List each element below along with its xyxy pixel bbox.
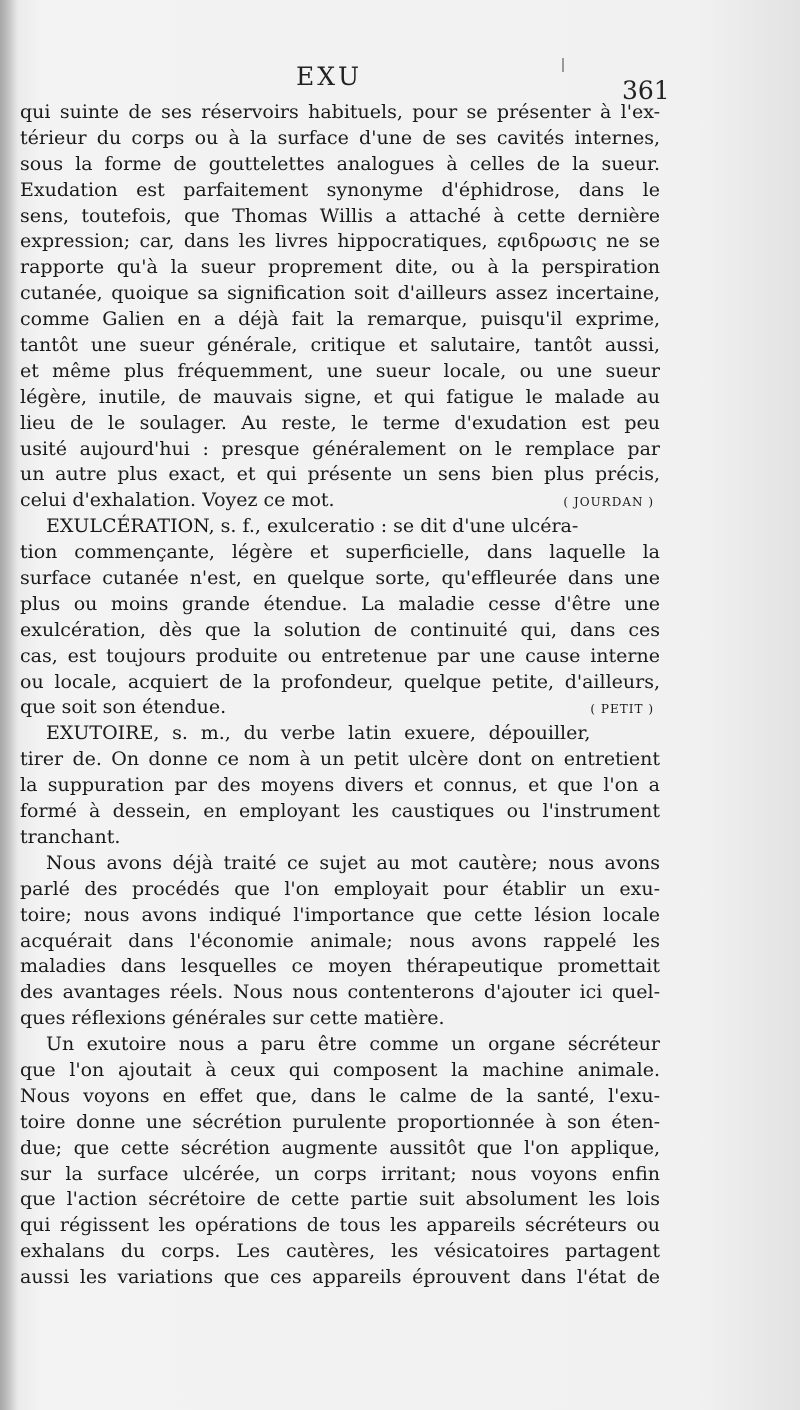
- text-line: [20, 204, 660, 230]
- text-line: [20, 592, 660, 618]
- line-text: des avantages réels. Nous nous contenterons d'ajouter ici quel-: [20, 981, 660, 1004]
- line-text: Un exutoire nous a paru être comme un organe sécréteur: [46, 1033, 660, 1056]
- line-text: que l'on ajoutait à ceux qui composent la machine animale.: [20, 1058, 660, 1081]
- line-text: tirer de. On donne ce nom à un petit ulcère dont on entretient: [20, 748, 660, 771]
- text-line: [20, 1162, 660, 1188]
- text-line: [20, 540, 660, 566]
- line-text: térieur du corps ou à la surface d'une de ses cavités internes,: [20, 126, 660, 149]
- line-text: un autre plus exact, et qui présente un sens bien plus précis,: [20, 463, 660, 486]
- line-text: comme Galien en a déjà fait la remarque, puisqu'il exprime,: [20, 308, 660, 331]
- line-text: lieu de le soulager. Au reste, le terme d'exudation est peu: [20, 411, 660, 434]
- text-line: [20, 1058, 660, 1084]
- text-line: [20, 1136, 660, 1162]
- text-line: [20, 1084, 660, 1110]
- running-head: [0, 62, 800, 105]
- line-text: expression; car, dans les livres hippocratiques, εφιδρωσις ne se: [20, 230, 660, 253]
- text-line: [20, 980, 660, 1006]
- text-line: [20, 618, 660, 644]
- text-line: [20, 1265, 660, 1291]
- line-text: et même plus fréquemment, une sueur locale, ou une sueur: [20, 359, 660, 382]
- text-line: [20, 929, 660, 955]
- line-text: sous la forme de gouttelettes analogues à celles de la sueur.: [20, 152, 660, 175]
- line-text: tantôt une sueur générale, critique et salutaire, tantôt aussi,: [20, 334, 660, 357]
- text-line: [20, 281, 660, 307]
- text-line: [20, 851, 660, 877]
- text-line: [20, 514, 660, 540]
- text-line: [20, 1032, 660, 1058]
- line-text: la suppuration par des moyens divers et connus, et que l'on a: [20, 774, 660, 797]
- text-line: [20, 670, 660, 696]
- line-text: aussi les variations que ces appareils éprouvent dans l'état de: [20, 1266, 660, 1289]
- text-line: [20, 877, 660, 903]
- text-line: [20, 307, 660, 333]
- line-text: maladies dans lesquelles ce moyen thérapeutique promettait: [20, 955, 660, 978]
- line-text: Nous voyons en effet que, dans le calme de la santé, l'exu-: [20, 1084, 660, 1107]
- line-text: due; que cette sécrétion augmente aussitôt que l'on applique,: [20, 1136, 660, 1159]
- text-line: [20, 825, 660, 851]
- binding-shadow: [0, 0, 18, 1410]
- line-text: toire donne une sécrétion purulente proportionnée à son éten-: [20, 1110, 660, 1133]
- text-line: [20, 1006, 660, 1032]
- text-line: [20, 255, 660, 281]
- text-line: [20, 799, 660, 825]
- line-text: sur la surface ulcérée, un corps irritant; nous voyons enfin: [20, 1162, 660, 1185]
- line-text: parlé des procédés que l'on employait pour établir un exu-: [20, 877, 660, 900]
- text-line: [20, 1187, 660, 1213]
- text-line: [20, 152, 660, 178]
- text-line: [20, 1110, 660, 1136]
- line-text: tranchant.: [20, 825, 121, 848]
- author-signature-text: ( JOURDAN ): [563, 495, 654, 510]
- text-line: [20, 954, 660, 980]
- line-text: acquérait dans l'économie animale; nous avons rappelé les: [20, 929, 660, 952]
- text-line: [20, 695, 660, 721]
- line-text: que soit son étendue.: [20, 696, 227, 719]
- line-text: plus ou moins grande étendue. La maladie cesse d'être une: [20, 592, 660, 615]
- text-line: [20, 178, 660, 204]
- author-signature-text: ( PETIT ): [590, 702, 654, 717]
- text-line: [20, 385, 660, 411]
- line-text: EXUTOIRE, s. m., du verbe latin exuere, dépouiller,: [46, 722, 591, 745]
- line-text: usité aujourd'hui : presque généralement on le remplace par: [20, 437, 660, 460]
- text-line: [20, 903, 660, 929]
- line-text: surface cutanée n'est, en quelque sorte, qu'effleurée dans une: [20, 567, 660, 590]
- line-text: ou locale, acquiert de la profondeur, quelque petite, d'ailleurs,: [20, 670, 660, 693]
- text-line: [20, 437, 660, 463]
- line-text: qui régissent les opérations de tous les appareils sécréteurs ou: [20, 1214, 660, 1237]
- line-text: sens, toutefois, que Thomas Willis a attaché à cette dernière: [20, 204, 660, 227]
- line-text: toire; nous avons indiqué l'importance que cette lésion locale: [20, 903, 660, 926]
- line-text: cutanée, quoique sa signification soit d'ailleurs assez incertaine,: [20, 282, 660, 305]
- text-line: [20, 566, 660, 592]
- line-text: exulcération, dès que la solution de continuité qui, dans ces: [20, 618, 660, 641]
- text-line: [20, 100, 660, 126]
- text-line: [20, 1213, 660, 1239]
- text-line: [20, 747, 660, 773]
- line-text: EXULCÉRATION, s. f., exulceratio : se dit d'une ulcéra-: [46, 515, 579, 538]
- line-text: exhalans du corps. Les cautères, les vésicatoires partagent: [20, 1240, 660, 1263]
- line-text: tion commençante, légère et superficielle, dans laquelle la: [20, 541, 660, 564]
- line-text: rapporte qu'à la sueur proprement dite, ou à la perspiration: [20, 256, 660, 279]
- text-line: [20, 359, 660, 385]
- author-signature: [563, 488, 660, 516]
- text-line: [20, 721, 660, 747]
- text-line: [20, 773, 660, 799]
- line-text: Nous avons déjà traité ce sujet au mot cautère; nous avons: [46, 851, 660, 874]
- text-line: [20, 462, 660, 488]
- body-text: [20, 100, 660, 1291]
- text-line: [20, 126, 660, 152]
- line-text: celui d'exhalation. Voyez ce mot.: [20, 489, 335, 512]
- running-head-title: EXU: [296, 62, 363, 91]
- line-text: cas, est toujours produite ou entretenue par une cause interne: [20, 644, 660, 667]
- text-line: [20, 644, 660, 670]
- line-text: ques réflexions générales sur cette matière.: [20, 1007, 445, 1030]
- line-text: Exudation est parfaitement synonyme d'éphidrose, dans le: [20, 178, 660, 201]
- text-line: [20, 1239, 660, 1265]
- text-line: [20, 411, 660, 437]
- page-number: 361: [622, 76, 670, 105]
- line-text: formé à dessein, en employant les caustiques ou l'instrument: [20, 800, 660, 823]
- text-line: [20, 488, 660, 514]
- text-line: [20, 229, 660, 255]
- line-text: que l'action sécrétoire de cette partie suit absolument les lois: [20, 1188, 660, 1211]
- text-line: [20, 333, 660, 359]
- line-text: légère, inutile, de mauvais signe, et qui fatigue le malade au: [20, 385, 660, 408]
- author-signature: [590, 695, 660, 723]
- line-text: qui suinte de ses réservoirs habituels, pour se présenter à l'ex-: [20, 101, 660, 123]
